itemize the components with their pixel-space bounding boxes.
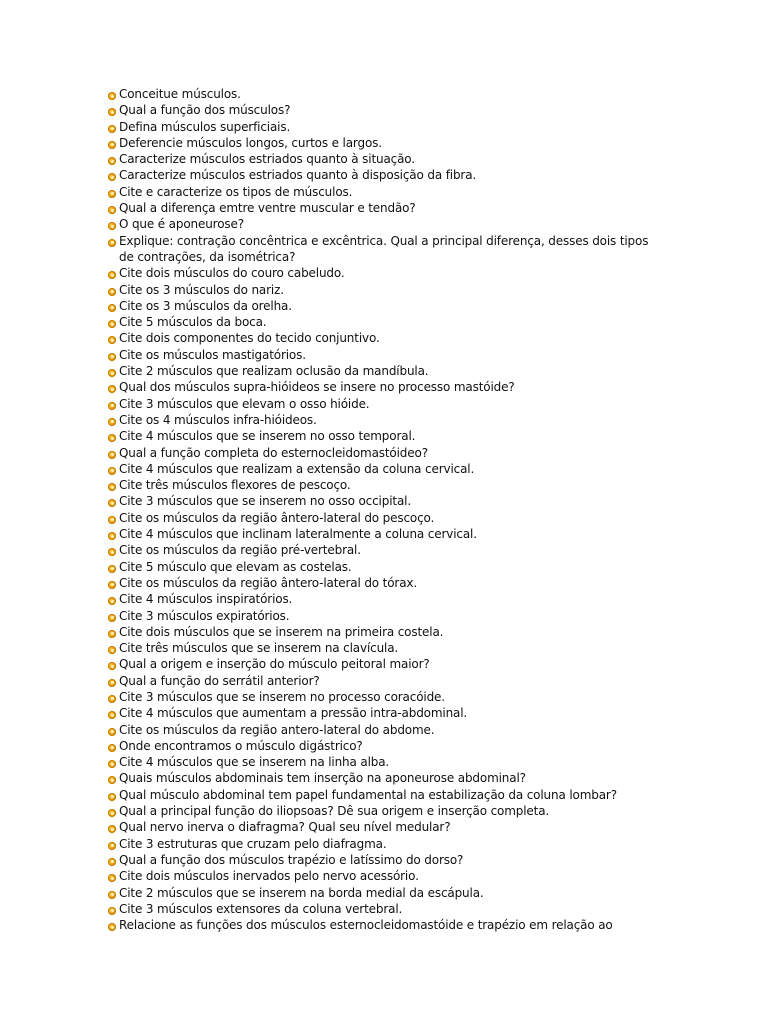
question-text: O que é aponeurose?: [119, 217, 244, 232]
question-item: [108, 852, 660, 868]
question-text: Cite 2 músculos que se inserem na borda medial da escápula.: [119, 885, 484, 900]
question-item: [108, 102, 660, 118]
orange-circle-bullet-icon: [108, 760, 116, 768]
question-text: Cite 4 músculos inspiratórios.: [119, 592, 293, 607]
question-text: Cite os músculos da região ântero-lateral do pescoço.: [119, 510, 435, 525]
orange-circle-bullet-icon: [108, 288, 116, 296]
question-item: [108, 135, 660, 151]
question-item: [108, 526, 660, 542]
question-item: [108, 298, 660, 314]
question-text: Cite três músculos flexores de pescoço.: [119, 478, 351, 493]
orange-circle-bullet-icon: [108, 842, 116, 850]
orange-circle-bullet-icon: [108, 451, 116, 459]
question-text: Cite 4 músculos que inclinam lateralmente a coluna cervical.: [119, 527, 477, 542]
question-text: Onde encontramos o músculo digástrico?: [119, 738, 363, 753]
question-text: Conceitue músculos.: [119, 87, 241, 101]
question-text: Cite os 4 músculos infra-hióideos.: [119, 412, 317, 427]
orange-circle-bullet-icon: [108, 434, 116, 442]
orange-circle-bullet-icon: [108, 336, 116, 344]
question-item: [108, 167, 660, 183]
orange-circle-bullet-icon: [108, 483, 116, 491]
orange-circle-bullet-icon: [108, 108, 116, 116]
question-item: [108, 836, 660, 852]
orange-circle-bullet-icon: [108, 125, 116, 133]
question-text: Cite 2 músculos que realizam oclusão da mandíbula.: [119, 364, 429, 379]
question-item: [108, 216, 660, 232]
question-text: Qual dos músculos supra-hióideos se insere no processo mastóide?: [119, 380, 515, 395]
question-item: [108, 119, 660, 135]
question-text: Qual nervo inerva o diafragma? Qual seu nível medular?: [119, 820, 451, 835]
question-item: [108, 445, 660, 461]
question-item: [108, 917, 660, 933]
question-item: [108, 575, 660, 591]
orange-circle-bullet-icon: [108, 597, 116, 605]
orange-circle-bullet-icon: [108, 548, 116, 556]
question-item: [108, 493, 660, 509]
question-text: Deferencie músculos longos, curtos e largos.: [119, 135, 382, 150]
question-item: [108, 347, 660, 363]
question-item: [108, 86, 660, 102]
question-text: Cite 4 músculos que realizam a extensão da coluna cervical.: [119, 461, 475, 476]
question-item: [108, 705, 660, 721]
orange-circle-bullet-icon: [108, 858, 116, 866]
question-item: [108, 542, 660, 558]
orange-circle-bullet-icon: [108, 304, 116, 312]
question-item: [108, 265, 660, 281]
orange-circle-bullet-icon: [108, 565, 116, 573]
orange-circle-bullet-icon: [108, 157, 116, 165]
question-text: Qual a função do serrátil anterior?: [119, 673, 320, 688]
question-item: [108, 412, 660, 428]
orange-circle-bullet-icon: [108, 320, 116, 328]
question-item: [108, 233, 660, 266]
question-text: Qual a função dos músculos?: [119, 103, 291, 118]
question-text: Cite dois componentes do tecido conjuntivo.: [119, 331, 380, 346]
question-item: [108, 885, 660, 901]
question-item: [108, 428, 660, 444]
question-text: Quais músculos abdominais tem inserção na aponeurose abdominal?: [119, 771, 526, 786]
question-item: [108, 200, 660, 216]
orange-circle-bullet-icon: [108, 646, 116, 654]
question-item: [108, 330, 660, 346]
orange-circle-bullet-icon: [108, 793, 116, 801]
question-item: [108, 754, 660, 770]
question-text: Cite 5 músculos da boca.: [119, 315, 267, 330]
question-text: Cite 3 músculos que se inserem no processo coracóide.: [119, 689, 445, 704]
question-text: Qual a principal função do iliopsoas? Dê sua origem e inserção completa.: [119, 804, 550, 819]
question-item: [108, 510, 660, 526]
orange-circle-bullet-icon: [108, 385, 116, 393]
orange-circle-bullet-icon: [108, 630, 116, 638]
question-text: Defina músculos superficiais.: [119, 119, 291, 134]
question-item: [108, 770, 660, 786]
orange-circle-bullet-icon: [108, 711, 116, 719]
orange-circle-bullet-icon: [108, 825, 116, 833]
question-item: [108, 656, 660, 672]
question-text: Cite 4 músculos que se inserem no osso temporal.: [119, 429, 416, 444]
question-text: Cite 4 músculos que se inserem na linha alba.: [119, 755, 390, 770]
orange-circle-bullet-icon: [108, 581, 116, 589]
orange-circle-bullet-icon: [108, 173, 116, 181]
orange-circle-bullet-icon: [108, 695, 116, 703]
question-text: Cite três músculos que se inserem na clavícula.: [119, 641, 399, 656]
question-item: [108, 151, 660, 167]
question-item: [108, 461, 660, 477]
question-text: Cite os 3 músculos da orelha.: [119, 298, 292, 313]
orange-circle-bullet-icon: [108, 418, 116, 426]
orange-circle-bullet-icon: [108, 190, 116, 198]
orange-circle-bullet-icon: [108, 907, 116, 915]
question-text: Cite 3 músculos expiratórios.: [119, 608, 290, 623]
question-text: Qual a origem e inserção do músculo peitoral maior?: [119, 657, 430, 672]
question-item: [108, 819, 660, 835]
question-text: Cite os músculos mastigatórios.: [119, 347, 306, 362]
question-item: [108, 559, 660, 575]
orange-circle-bullet-icon: [108, 271, 116, 279]
question-item: [108, 787, 660, 803]
question-text: Cite os 3 músculos do nariz.: [119, 282, 284, 297]
orange-circle-bullet-icon: [108, 222, 116, 230]
orange-circle-bullet-icon: [108, 369, 116, 377]
question-item: [108, 184, 660, 200]
question-item: [108, 803, 660, 819]
orange-circle-bullet-icon: [108, 499, 116, 507]
orange-circle-bullet-icon: [108, 614, 116, 622]
question-text: Cite e caracterize os tipos de músculos.: [119, 184, 353, 199]
question-item: [108, 868, 660, 884]
question-item: [108, 640, 660, 656]
question-item: [108, 901, 660, 917]
question-item: [108, 689, 660, 705]
orange-circle-bullet-icon: [108, 923, 116, 931]
question-text: Explique: contração concêntrica e excêntrica. Qual a principal diferença, desses dois tipos de contrações, da isométrica?: [119, 233, 649, 264]
question-item: [108, 396, 660, 412]
orange-circle-bullet-icon: [108, 728, 116, 736]
question-item: [108, 608, 660, 624]
orange-circle-bullet-icon: [108, 776, 116, 784]
orange-circle-bullet-icon: [108, 532, 116, 540]
question-text: Cite os músculos da região ântero-lateral do tórax.: [119, 575, 418, 590]
orange-circle-bullet-icon: [108, 239, 116, 247]
orange-circle-bullet-icon: [108, 874, 116, 882]
orange-circle-bullet-icon: [108, 141, 116, 149]
question-text: Cite 3 estruturas que cruzam pelo diafragma.: [119, 836, 387, 851]
question-item: [108, 282, 660, 298]
question-item: [108, 624, 660, 640]
question-item: [108, 722, 660, 738]
question-text: Cite dois músculos inervados pelo nervo acessório.: [119, 869, 419, 884]
question-text: Caracterize músculos estriados quanto à disposição da fibra.: [119, 168, 477, 183]
orange-circle-bullet-icon: [108, 744, 116, 752]
question-text: Cite dois músculos do couro cabeludo.: [119, 266, 345, 281]
question-text: Cite 3 músculos que se inserem no osso occipital.: [119, 494, 411, 509]
question-item: [108, 738, 660, 754]
question-text: Qual músculo abdominal tem papel fundamental na estabilização da coluna lombar?: [119, 787, 617, 802]
orange-circle-bullet-icon: [108, 402, 116, 410]
question-item: [108, 591, 660, 607]
question-text: Relacione as funções dos músculos esternocleidomastóide e trapézio em relação ao: [119, 918, 613, 933]
question-item: [108, 379, 660, 395]
question-text: Cite dois músculos que se inserem na primeira costela.: [119, 624, 444, 639]
orange-circle-bullet-icon: [108, 809, 116, 817]
question-item: [108, 314, 660, 330]
orange-circle-bullet-icon: [108, 516, 116, 524]
question-text: Cite 4 músculos que aumentam a pressão intra-abdominal.: [119, 706, 468, 721]
question-text: Qual a função dos músculos trapézio e latíssimo do dorso?: [119, 852, 464, 867]
question-text: Cite 5 músculo que elevam as costelas.: [119, 559, 352, 574]
orange-circle-bullet-icon: [108, 662, 116, 670]
orange-circle-bullet-icon: [108, 92, 116, 100]
orange-circle-bullet-icon: [108, 891, 116, 899]
question-item: [108, 477, 660, 493]
question-text: Qual a diferença emtre ventre muscular e tendão?: [119, 201, 416, 216]
question-item: [108, 673, 660, 689]
orange-circle-bullet-icon: [108, 679, 116, 687]
question-text: Qual a função completa do esternocleidomastóideo?: [119, 445, 428, 460]
question-text: Cite os músculos da região antero-lateral do abdome.: [119, 722, 435, 737]
orange-circle-bullet-icon: [108, 206, 116, 214]
question-list: [108, 86, 660, 933]
question-item: [108, 363, 660, 379]
question-text: Cite 3 músculos extensores da coluna vertebral.: [119, 901, 403, 916]
question-text: Cite os músculos da região pré-vertebral.: [119, 543, 361, 558]
orange-circle-bullet-icon: [108, 353, 116, 361]
question-text: Cite 3 músculos que elevam o osso hióide.: [119, 396, 370, 411]
question-text: Caracterize músculos estriados quanto à situação.: [119, 152, 415, 167]
orange-circle-bullet-icon: [108, 467, 116, 475]
